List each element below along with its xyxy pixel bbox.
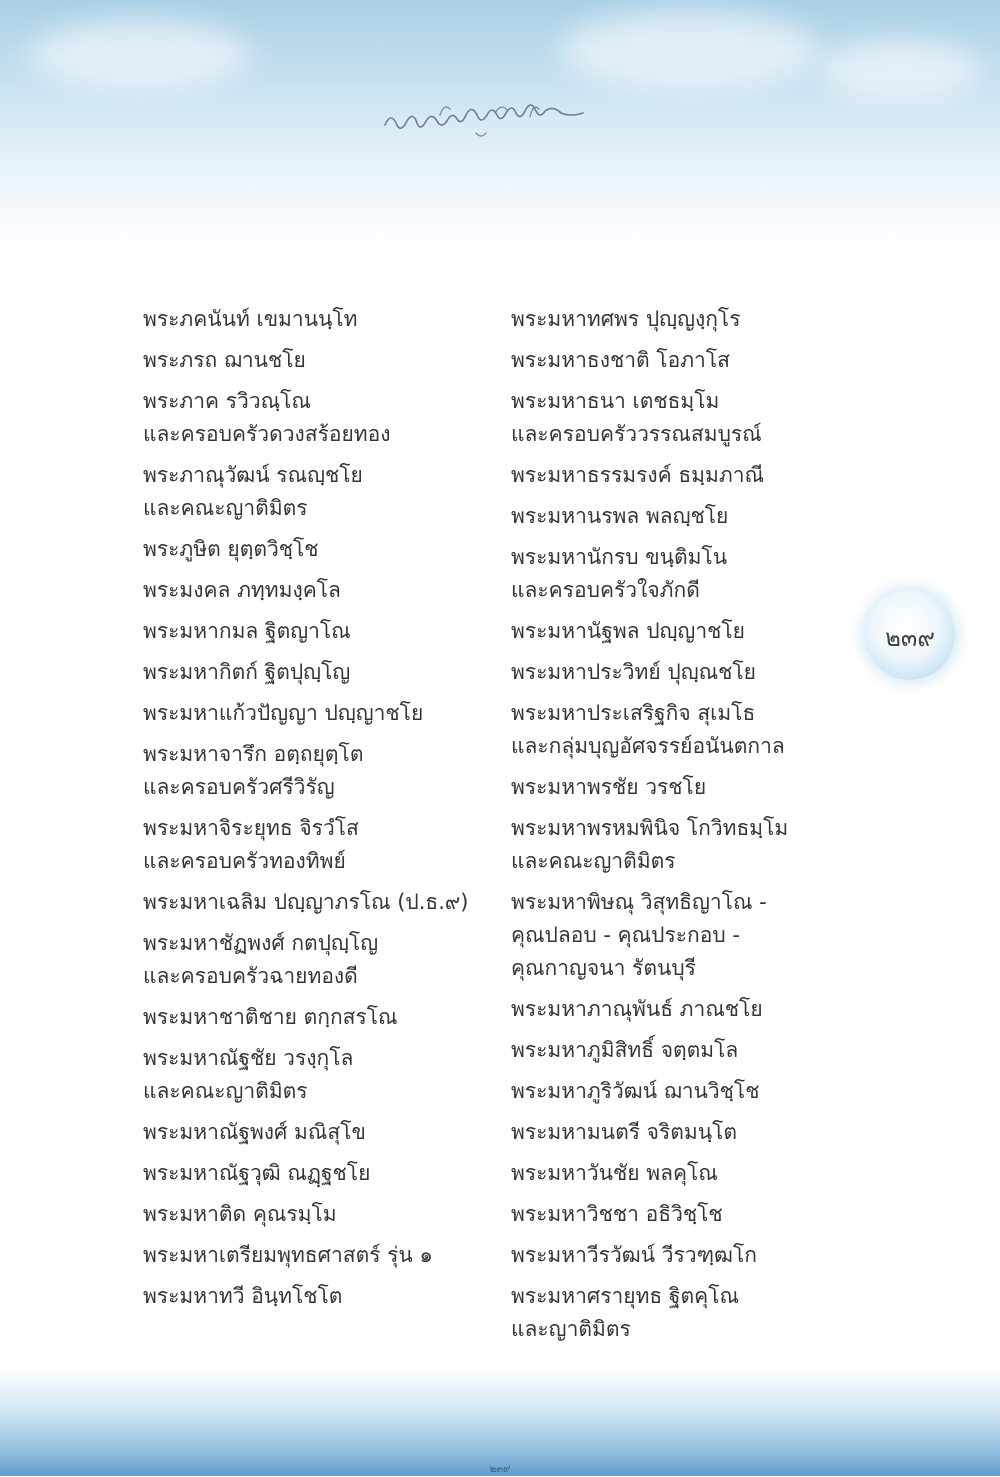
donor-entry-line: พระมหาประวิทย์ ปุญฺณชโย [511,660,756,684]
donor-entry-line: พระมหาธงชาติ โอภาโส [511,348,730,372]
donor-entry-line: พระมหาชัฏพงศ์ กตปุญฺโญ [143,931,379,955]
donor-entry [511,1034,841,1067]
donor-entry [143,344,493,377]
donor-entry-line: พระมหาชาติชาย ตกฺกสรโณ [143,1005,398,1029]
donor-entry-line: และครอบครัวดวงสร้อยทอง [143,422,391,446]
donor-entry [143,1116,493,1149]
donor-entry [511,697,841,763]
donor-entry-line: พระภรถ ฌานชโย [143,348,306,372]
donor-entry [511,812,841,878]
donor-entry-line: พระมหาจิระยุทธ จิรวํโส [143,816,359,840]
donor-entry-line: พระมหากมล ฐิตญาโณ [143,619,351,643]
donor-entry [511,886,841,985]
donor-entry [143,697,493,730]
donor-entry-line: พระมหาพรชัย วรชโย [511,775,707,799]
donor-entry-line: พระมหาเฉลิม ปญฺญาภรโณ (ป.ธ.๙) [143,890,469,914]
donor-entry-line: พระมหาเตรียมพุทธศาสตร์ รุ่น ๑ [143,1243,433,1267]
donor-entry-line: พระมหานักรบ ขนฺติมโน [511,545,728,569]
donor-entry [143,574,493,607]
donor-entry-line: พระมหาแก้วปัญญา ปญฺญาชโย [143,701,424,725]
donor-entry [511,656,841,689]
donor-entry-line: พระภาค รวิวณฺโณ [143,389,311,413]
donor-entry [511,1198,841,1231]
donor-entry-line: และคณะญาติมิตร [143,496,308,520]
donor-entry-line: พระมหาภาณุพันธ์ ภาณชโย [511,997,763,1021]
donor-entry-line: พระมหาธรรมรงค์ ธมฺมภาณี [511,463,764,487]
donor-entry-line: พระมหาพรหมพินิจ โกวิทธมฺโม [511,816,789,840]
donor-entry [143,886,493,919]
donor-entry-line: พระมหาณัฐพงศ์ มณิสุโข [143,1120,366,1144]
donor-entry [511,303,841,336]
donor-entry [511,459,841,492]
donor-entry [143,1157,493,1190]
donor-entry [511,1075,841,1108]
donor-entry-line: และกลุ่มบุญอัศจรรย์อนันตกาล [511,734,785,758]
donor-entry-line: พระมหาทศพร ปุญฺญงฺกุโร [511,307,741,331]
donor-entry-line: คุณกาญจนา รัตนบุรี [511,956,696,980]
donor-entry [511,1239,841,1272]
donor-entry [511,385,841,451]
donor-entry [143,533,493,566]
footer-page-number: ๒๓๙ [489,1464,511,1475]
donor-entry-line: และครอบครัวใจภักดี [511,578,700,602]
donor-entry-line: และครอบครัวศรีวิรัญ [143,775,335,799]
donor-entry-line: พระมหาภูมิสิทธิ์ จตฺตมโล [511,1038,739,1062]
donor-entry-line: พระมหาประเสริฐกิจ สุเมโธ [511,701,756,725]
donor-entry-line: พระมหาทวี อินฺทโชโต [143,1284,343,1308]
donor-entry [511,771,841,804]
donor-entry [511,541,841,607]
donor-entry-line: พระมหาณัฐชัย วรงฺกุโล [143,1046,354,1070]
royal-signature-image [380,95,630,145]
donor-entry [511,344,841,377]
donor-entry [143,459,493,525]
donor-entry-line: พระภคนันท์ เขมานนฺโท [143,307,358,331]
donor-entry [143,812,493,878]
donor-entry-line: พระมหาวันชัย พลคุโณ [511,1161,718,1185]
donor-entry [143,615,493,648]
donor-entry-line: พระมหานัฐพล ปญฺญาชโย [511,619,745,643]
donor-entry-line: และครอบครัวทองทิพย์ [143,849,346,873]
donor-entry-line: พระมหาธนา เตชธมฺโม [511,389,720,413]
donor-entry [143,385,493,451]
donor-entry-line: คุณปลอบ - คุณประกอบ - [511,923,740,947]
sky-footer-background [0,1366,1000,1476]
donor-list-right-column [511,303,841,1354]
donor-entry [143,927,493,993]
donor-entry [143,303,493,336]
donor-entry-line: พระมหาวีรวัฒน์ วีรวฑฺฒโก [511,1243,758,1267]
donor-entry-line: และคณะญาติมิตร [511,849,676,873]
donor-entry [511,1116,841,1149]
donor-entry-line: และครอบครัววรรณสมบูรณ์ [511,422,762,446]
donor-entry [143,1280,493,1313]
donor-entry-line: พระมหากิตก์ ฐิตปุญฺโญ [143,660,351,684]
donor-entry-line: พระมหานรพล พลญฺชโย [511,504,729,528]
donor-entry-line: พระมหาศรายุทธ ฐิตคุโณ [511,1284,739,1308]
donor-list-left-column [143,303,493,1321]
donor-entry-line: พระภาณุวัฒน์ รณญฺชโย [143,463,363,487]
donor-entry-line: พระมหาจารึก อตฺถยุตฺโต [143,742,364,766]
donor-entry [143,1042,493,1108]
page-number: ๒๓๙ [885,624,935,652]
donor-entry [143,1001,493,1034]
donor-entry-line: พระมหามนตรี จริตมนฺโต [511,1120,738,1144]
donor-entry [143,1239,493,1272]
donor-entry [143,1198,493,1231]
donor-entry-line: และคณะญาติมิตร [143,1079,308,1103]
donor-entry [511,500,841,533]
donor-entry [143,656,493,689]
donor-entry [511,615,841,648]
donor-entry-line: พระมหาภูริวัฒน์ ฌานวิชฺโช [511,1079,760,1103]
donor-entry-line: และครอบครัวฉายทองดี [143,964,358,988]
donor-entry [511,1280,841,1346]
donor-entry-line: พระภูษิต ยุตฺตวิชฺโช [143,537,319,561]
donor-entry-line: และญาติมิตร [511,1317,631,1341]
donor-entry-line: พระมหาติด คุณรมฺโม [143,1202,337,1226]
donor-entry [143,738,493,804]
donor-entry [511,993,841,1026]
donor-entry-line: พระมหาณัฐวุฒิ ณฏฺฐชโย [143,1161,371,1185]
donor-entry-line: พระมหาพิษณุ วิสุทธิญาโณ - [511,890,767,914]
donor-entry [511,1157,841,1190]
donor-entry-line: พระมหาวิชชา อธิวิชฺโช [511,1202,723,1226]
donor-entry-line: พระมงคล ภทฺทมงฺคโล [143,578,341,602]
